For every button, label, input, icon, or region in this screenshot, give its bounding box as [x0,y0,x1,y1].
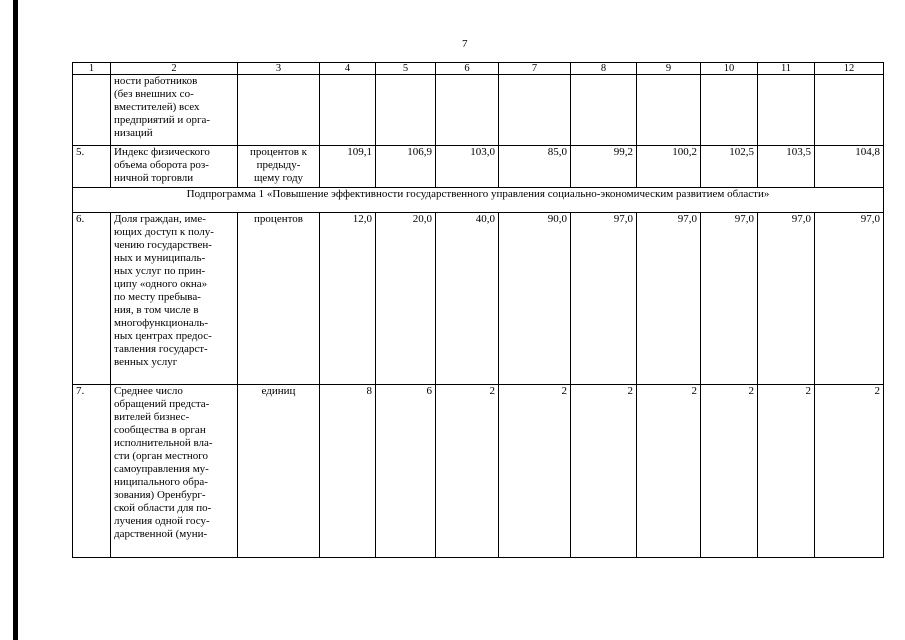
value-cell: 2 [436,385,499,558]
row-index: 7. [73,385,111,558]
column-number: 5 [376,63,436,75]
value-cell: 102,5 [701,146,758,188]
value-cell: 20,0 [376,213,436,385]
row-index: 6. [73,213,111,385]
value-cell: 12,0 [320,213,376,385]
value-cell: 2 [758,385,815,558]
value-cell: 85,0 [499,146,571,188]
subprogram-title: Подпрограмма 1 «Повышение эффективности государственного управления социально-экономическим развитием области» [73,188,884,213]
column-number: 1 [73,63,111,75]
value-cell: 6 [376,385,436,558]
subprogram-row [73,188,884,213]
value-cell: 109,1 [320,146,376,188]
value-cell: 2 [571,385,637,558]
value-cell: 103,0 [436,146,499,188]
column-number: 10 [701,63,758,75]
indicator-name: Доля граждан, име- ющих доступ к полу- чению государствен- ных и муниципаль- ных услуг по прин- ципу «одного окна» по месту пребыва- ния, в том числе в многофункциональ- ных центрах предос- тавления государст- венных услуг [111,213,238,385]
value-cell: 106,9 [376,146,436,188]
page-number: 7 [462,38,468,50]
value-cell: 2 [815,385,884,558]
value-cell: 97,0 [637,213,701,385]
unit-cell: процентов к предыду- щему году [238,146,320,188]
row-index: 5. [73,146,111,188]
value-cell: 99,2 [571,146,637,188]
value-cell: 8 [320,385,376,558]
column-number: 3 [238,63,320,75]
column-number-row [73,63,884,75]
unit-cell: единиц [238,385,320,558]
indicator-name: Индекс физического объема оборота роз- ничной торговли [111,146,238,188]
table-row [73,213,884,385]
column-number: 6 [436,63,499,75]
table-row [73,146,884,188]
column-number: 12 [815,63,884,75]
value-cell: 97,0 [758,213,815,385]
value-cell: 2 [499,385,571,558]
value-cell: 100,2 [637,146,701,188]
table-row [73,385,884,558]
value-cell: 40,0 [436,213,499,385]
column-number: 7 [499,63,571,75]
page-edge-bar [13,0,18,640]
column-number: 9 [637,63,701,75]
indicator-name: ности работников (без внешних со- вместителей) всех предприятий и орга- низаций [111,75,238,146]
column-number: 2 [111,63,238,75]
column-number: 11 [758,63,815,75]
value-cell: 97,0 [815,213,884,385]
value-cell: 2 [637,385,701,558]
unit-cell: процентов [238,213,320,385]
column-number: 8 [571,63,637,75]
value-cell: 103,5 [758,146,815,188]
indicators-table [72,62,884,558]
value-cell: 97,0 [701,213,758,385]
value-cell: 104,8 [815,146,884,188]
value-cell: 90,0 [499,213,571,385]
table-row [73,75,884,146]
value-cell: 2 [701,385,758,558]
indicator-name: Среднее число обращений предста- вителей бизнес- сообщества в орган исполнительной вла- сти (орган местного самоуправления му- ниципального обра- зования) Оренбург- ской области для по- лучения одной госу- дарственной (муни- [111,385,238,558]
column-number: 4 [320,63,376,75]
value-cell: 97,0 [571,213,637,385]
